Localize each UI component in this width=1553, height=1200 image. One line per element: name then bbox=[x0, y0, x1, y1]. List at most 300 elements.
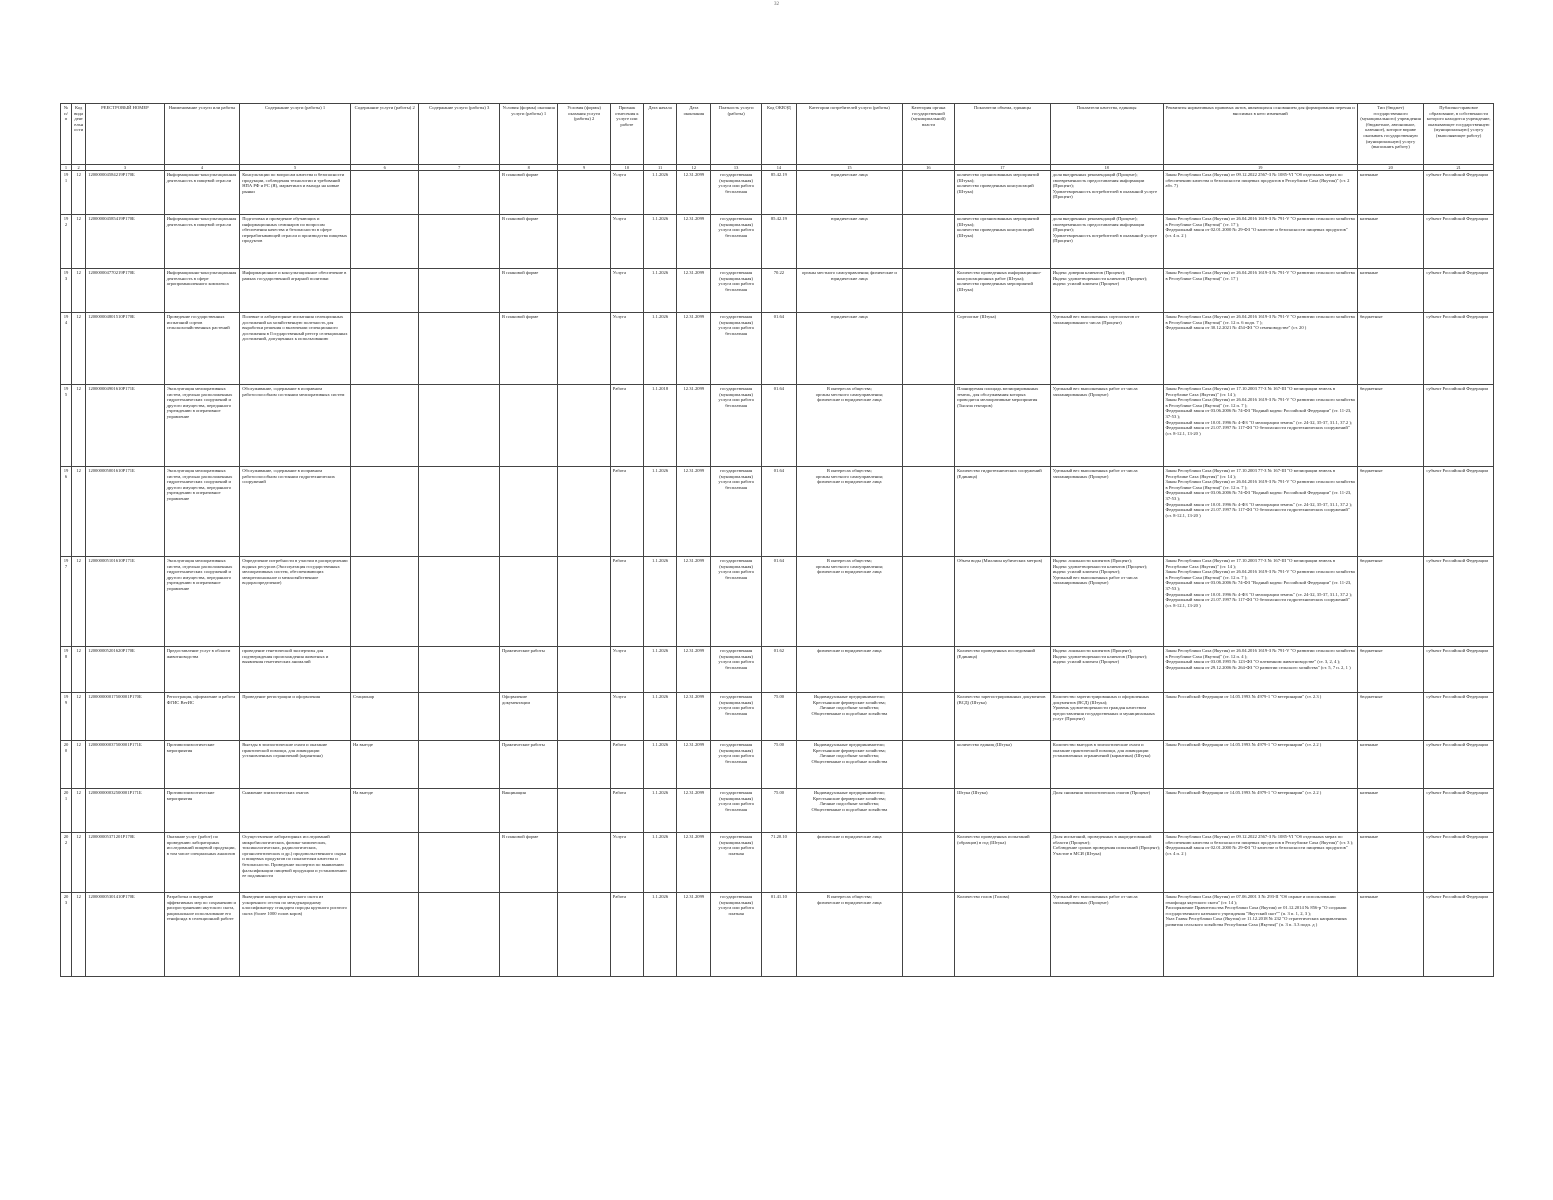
table-cell: 12.31.2099 bbox=[677, 789, 711, 833]
table-cell: субъект Российской Федерации bbox=[1424, 215, 1494, 269]
table-cell: 200 bbox=[61, 741, 72, 789]
table-cell: физические и юридические лица bbox=[797, 647, 903, 693]
table-cell bbox=[350, 269, 418, 313]
column-number: 17 bbox=[955, 165, 1051, 171]
table-cell: Консультации по вопросам качества и безопасности продукции, соблюдения технологии и требований НПА РФ и РС (Я), маркетинга и выхода на новые рынки bbox=[240, 171, 351, 215]
table-cell: 85.42.19 bbox=[761, 215, 796, 269]
table-cell: 12.31.2099 bbox=[677, 893, 711, 977]
column-number: 3 bbox=[86, 165, 165, 171]
table-cell bbox=[500, 467, 558, 557]
table-cell: Сортоопыт (Штука) bbox=[955, 313, 1051, 385]
table-cell bbox=[558, 693, 610, 741]
column-header: Содержание услуги (работы) 2 bbox=[350, 104, 418, 165]
table-cell: 12.31.2099 bbox=[677, 833, 711, 893]
column-header: Признак отнесения к услуге или работе bbox=[610, 104, 643, 165]
table-cell bbox=[902, 833, 954, 893]
table-cell bbox=[500, 385, 558, 467]
table-cell: государственная (муниципальная) услуга или работа бесплатная bbox=[711, 647, 761, 693]
table-cell: Объем воды (Миллион кубических метров) bbox=[955, 557, 1051, 647]
table-row bbox=[61, 893, 1494, 977]
table-cell: 1.1.2026 bbox=[643, 269, 676, 313]
column-header: Наименование услуги или работы bbox=[164, 104, 240, 165]
services-registry-table bbox=[60, 103, 1494, 977]
column-header: Публично-правовое образование, в собственности которого находится учреждение, оказывающее государственную (муниципальную) услугу (выполняющее работу) bbox=[1424, 104, 1494, 165]
table-cell: В плановой форме bbox=[500, 171, 558, 215]
table-cell: 192 bbox=[61, 215, 72, 269]
table-cell bbox=[419, 741, 500, 789]
table-cell: Услуга bbox=[610, 215, 643, 269]
table-cell: Закон Республики Саха (Якутия) от 09.12.2022 2567-З № 1085-VI "Об отдельных мерах по обеспечению качества и безопасности пищевых продуктов в Республике Саха (Якутия)" (ст. 3 ); Федеральный закон от 02.01.2000 № 29-ФЗ "О качестве и безопасности пищевых продуктов" (ст. 4 п. 2 ) bbox=[1163, 833, 1357, 893]
column-number: 12 bbox=[677, 165, 711, 171]
table-cell: 1.1.2026 bbox=[643, 313, 676, 385]
column-number: 14 bbox=[761, 165, 796, 171]
table-cell: Закон Республики Саха (Якутия) от 17.10.2003 77-З № 167-III "О мелиорации земель в Республике Саха (Якутия)" (ст. 14 ); Закон Республики Саха (Якутия) от 26.04.2016 1619-З № 791-V "О развитии сельского хозяйства в Республике Саха (Якутия)" (ст. 12 п. 7 ); Федеральный закон от 03.06.2006 № 74-ФЗ "Водный кодекс Российской Федерации" (ст. 11-23, 37-53 ); Федеральный закон от 10.01.1996 № 4-ФЗ "О мелиорации земель" (ст. 24-32, 35-37, 31.1, 37.2 ); Федеральный закон от 21.07.1997 № 117-ФЗ "О безопасности гидротехнических сооружений" (ст. 8-12.1, 13-20 ) bbox=[1163, 385, 1357, 467]
table-cell: Работа bbox=[610, 893, 643, 977]
table-cell: Выезды в эпизоотические очаги и оказание практической помощи, для ликвидации установленных ограничений (карантина) bbox=[240, 741, 351, 789]
table-cell: Услуга bbox=[610, 269, 643, 313]
table-cell: Работа bbox=[610, 557, 643, 647]
column-header: Условия (формы) оказания услуги (работы) 2 bbox=[558, 104, 610, 165]
column-header: Код ОКВЭД bbox=[761, 104, 796, 165]
table-cell: субъект Российской Федерации bbox=[1424, 557, 1494, 647]
table-cell: Закон Республики Саха (Якутия) от 26.04.2016 1619-З № 791-V "О развитии сельского хозяйства в Республике Саха (Якутия)" (ст. 17 ) bbox=[1163, 269, 1357, 313]
table-cell: казенные bbox=[1357, 215, 1423, 269]
table-cell: Индекс доверия клиентов (Процент); Индекс удовлетворенности клиентов (Процент); индекс усилий клиента (Процент) bbox=[1050, 269, 1163, 313]
column-header: Показатели объема, единицы bbox=[955, 104, 1051, 165]
table-cell: бюджетные bbox=[1357, 385, 1423, 467]
table-cell: 120000004770219Р170Б bbox=[86, 269, 165, 313]
table-cell: Закон Республики Саха (Якутия) от 09.12.2022 2567-З № 1085-VI "Об отдельных мерах по обеспечению качества и безопасности пищевых продуктов в Республике Саха (Якутия)" (ст. 2 абз. 7) bbox=[1163, 171, 1357, 215]
table-cell: 01.64 bbox=[761, 313, 796, 385]
table-cell: 12 bbox=[72, 215, 86, 269]
table-cell: Работа bbox=[610, 741, 643, 789]
table-cell bbox=[558, 385, 610, 467]
table-cell bbox=[419, 647, 500, 693]
table-cell: Услуга bbox=[610, 833, 643, 893]
table-cell: 12 bbox=[72, 647, 86, 693]
table-cell: 1.1.2026 bbox=[643, 171, 676, 215]
table-cell: Количество зарегистрированных документов (ВСД) (Штука) bbox=[955, 693, 1051, 741]
table-cell: 12 bbox=[72, 313, 86, 385]
table-cell: 120000004585419Р170Б bbox=[86, 215, 165, 269]
column-header: Категория органа государственной (муниципальной) власти bbox=[902, 104, 954, 165]
table-cell: Эксплуатация мелиоративных систем, отдельно расположенных гидротехнических сооружений и другого имущества, переданного учреждению в оперативное управление bbox=[164, 385, 240, 467]
table-cell: 12 bbox=[72, 385, 86, 467]
table-cell bbox=[902, 269, 954, 313]
table-cell: 120000000032500001Р171Б bbox=[86, 789, 165, 833]
column-number: 9 bbox=[558, 165, 610, 171]
column-header: Платность услуги (работы) bbox=[711, 104, 761, 165]
table-cell: 1.1.2026 bbox=[643, 893, 676, 977]
table-cell: 1.1.2026 bbox=[643, 557, 676, 647]
table-cell: 12 bbox=[72, 269, 86, 313]
table-cell: 196 bbox=[61, 467, 72, 557]
table-cell: Доля снижения эпизоотических очагов (Процент) bbox=[1050, 789, 1163, 833]
table-cell: государственная (муниципальная) услуга или работа бесплатная bbox=[711, 269, 761, 313]
table-cell bbox=[419, 893, 500, 977]
table-cell: казенные bbox=[1357, 171, 1423, 215]
table-cell: 75.00 bbox=[761, 741, 796, 789]
column-header: Содержание услуги (работы) 3 bbox=[419, 104, 500, 165]
table-cell: 85.42.19 bbox=[761, 171, 796, 215]
table-cell: субъект Российской Федерации bbox=[1424, 893, 1494, 977]
column-header: Условия (формы) оказания услуги (работы) 1 bbox=[500, 104, 558, 165]
column-header: Реквизиты нормативных правовых актов, являющихся основанием для формирования перечня и вносимых в него изменений bbox=[1163, 104, 1357, 165]
table-cell: 195 bbox=[61, 385, 72, 467]
table-cell: 120000004901610Р171Б bbox=[86, 385, 165, 467]
table-cell bbox=[419, 313, 500, 385]
table-cell: казенные bbox=[1357, 741, 1423, 789]
table-cell: Количество гидротехнических сооружений (Единица) bbox=[955, 467, 1051, 557]
table-cell: казенные bbox=[1357, 893, 1423, 977]
table-cell: Закон Республики Саха (Якутия) от 26.04.2016 1619-З № 791-V "О развитии сельского хозяйства в Республике Саха (Якутия)" (ст. 12 п. 6 подп. 7 ); Федеральный закон от 30.12.2021 № 454-ФЗ "О семеноводстве" (ст. 20 ) bbox=[1163, 313, 1357, 385]
table-cell: В плановой форме bbox=[500, 833, 558, 893]
table-cell: 01.64 bbox=[761, 557, 796, 647]
table-cell: 1.1.2026 bbox=[643, 215, 676, 269]
table-cell: Количество проведенных испытаний (образцов) в год (Штука) bbox=[955, 833, 1051, 893]
table-cell bbox=[902, 647, 954, 693]
table-cell: В интересах общества; физические и юридические лица bbox=[797, 893, 903, 977]
table-cell: Работа bbox=[610, 789, 643, 833]
table-cell: физические и юридические лица bbox=[797, 833, 903, 893]
table-cell: субъект Российской Федерации bbox=[1424, 647, 1494, 693]
table-cell: 75.00 bbox=[761, 693, 796, 741]
table-cell: Индивидуальные предприниматели; Крестьянские фермерские хозяйства; Личные подсобные хозяйства; Общественные и подсобные хозяйства bbox=[797, 789, 903, 833]
table-cell bbox=[558, 269, 610, 313]
table-cell: количество организованных мероприятий (Штука); количество проведенных консультаций (Штука) bbox=[955, 171, 1051, 215]
column-header: Дата начала bbox=[643, 104, 676, 165]
table-cell: 12 bbox=[72, 467, 86, 557]
table-cell: Закон Российской Федерации от 14.05.1993 № 4979-1 "О ветеринарии" (ст. 2.2 ) bbox=[1163, 741, 1357, 789]
table-cell: 1.1.2018 bbox=[643, 385, 676, 467]
table-cell: 01.41.10 bbox=[761, 893, 796, 977]
table-cell: 12 bbox=[72, 171, 86, 215]
column-number: 1 bbox=[61, 165, 72, 171]
table-cell: государственная (муниципальная) услуга или работа бесплатная bbox=[711, 693, 761, 741]
table-cell: 75.00 bbox=[761, 789, 796, 833]
table-cell: Закон Республики Саха (Якутия) от 17.10.2003 77-З № 167-III "О мелиорации земель в Республике Саха (Якутия)" (ст. 14 ); Закон Республики Саха (Якутия) от 26.04.2016 1619-З № 791-V "О развитии сельского хозяйства в Республике Саха (Якутия)" (ст. 12 п. 7 ); Федеральный закон от 03.06.2006 № 74-ФЗ "Водный кодекс Российской Федерации" (ст. 11-23, 37-53 ); Федеральный закон от 10.01.1996 № 4-ФЗ "О мелиорации земель" (ст. 24-32, 35-37, 31.1, 37.2 ); Федеральный закон от 21.07.1997 № 117-ФЗ "О безопасности гидротехнических сооружений" (ст. 8-12.1, 13-20 ) bbox=[1163, 557, 1357, 647]
table-cell: На выезде bbox=[350, 741, 418, 789]
table-cell: государственная (муниципальная) услуга или работа бесплатная bbox=[711, 313, 761, 385]
column-number: 2 bbox=[72, 165, 86, 171]
table-cell bbox=[558, 833, 610, 893]
table-cell: 12.31.2099 bbox=[677, 385, 711, 467]
table-cell: Регистрация, оформление и работа ФГИС ВетИС bbox=[164, 693, 240, 741]
table-cell: субъект Российской Федерации bbox=[1424, 313, 1494, 385]
table-cell: 12.31.2099 bbox=[677, 741, 711, 789]
table-row bbox=[61, 557, 1494, 647]
table-cell: бюджетные bbox=[1357, 693, 1423, 741]
table-cell bbox=[558, 313, 610, 385]
table-cell: 12 bbox=[72, 557, 86, 647]
table-cell: 194 bbox=[61, 313, 72, 385]
table-cell: субъект Российской Федерации bbox=[1424, 269, 1494, 313]
table-row bbox=[61, 741, 1494, 789]
table-cell: Выведение концепции якутского скота из ускоренного отстоя по международному классификатору стандарта породы крупного рогатого скота (более 1000 голов коров) bbox=[240, 893, 351, 977]
table-cell: Закон Республики Саха (Якутия) от 17.10.2003 77-З № 167-III "О мелиорации земель в Республике Саха (Якутия)" (ст. 14 ); Закон Республики Саха (Якутия) от 26.04.2016 1619-З № 791-V "О развитии сельского хозяйства в Республике Саха (Якутия)" (ст. 12 п. 7 ); Федеральный закон от 03.06.2006 № 74-ФЗ "Водный кодекс Российской Федерации" (ст. 11-23, 37-53 ); Федеральный закон от 10.01.1996 № 4-ФЗ "О мелиорации земель" (ст. 24-32, 35-37, 31.1, 37.2 ); Федеральный закон от 21.07.1997 № 117-ФЗ "О безопасности гидротехнических сооружений" (ст. 8-12.1, 13-20 ) bbox=[1163, 467, 1357, 557]
column-header: Показатели качества, единицы bbox=[1050, 104, 1163, 165]
table-cell: 191 bbox=[61, 171, 72, 215]
table-cell: 12.31.2099 bbox=[677, 647, 711, 693]
table-cell: государственная (муниципальная) услуга или работа платная bbox=[711, 893, 761, 977]
table-cell: государственная (муниципальная) услуга или работа бесплатная bbox=[711, 467, 761, 557]
table-cell: 120000004801510Р170Б bbox=[86, 313, 165, 385]
table-cell bbox=[558, 467, 610, 557]
table-cell bbox=[902, 385, 954, 467]
table-cell: Удельный вес выполненных работ от числа запланированных (Процент) bbox=[1050, 893, 1163, 977]
column-header: № п/п bbox=[61, 104, 72, 165]
header-row bbox=[61, 104, 1494, 165]
table-cell bbox=[419, 557, 500, 647]
column-header: Дата окончания bbox=[677, 104, 711, 165]
table-cell: Оформление документации bbox=[500, 693, 558, 741]
table-cell bbox=[419, 693, 500, 741]
table-cell bbox=[558, 789, 610, 833]
column-number: 8 bbox=[500, 165, 558, 171]
table-cell: Услуга bbox=[610, 171, 643, 215]
table-cell: Обслуживание, содержание в исправном работоспособном состоянии мелиоративных систем bbox=[240, 385, 351, 467]
table-cell bbox=[350, 833, 418, 893]
column-number: 19 bbox=[1163, 165, 1357, 171]
table-cell: государственная (муниципальная) услуга или работа бесплатная bbox=[711, 215, 761, 269]
table-cell: казенные bbox=[1357, 789, 1423, 833]
table-cell: 12 bbox=[72, 833, 86, 893]
table-cell: 1.1.2026 bbox=[643, 833, 676, 893]
table-cell: государственная (муниципальная) услуга или работа бесплатная bbox=[711, 557, 761, 647]
table-cell: 12 bbox=[72, 893, 86, 977]
table-cell: Индекс лояльности клиентов (Процент); Индекс удовлетворенности клиентов (Процент); индекс усилий клиента (Процент); Удельный вес выполненных работ от числа запланированных (Процент) bbox=[1050, 557, 1163, 647]
table-row bbox=[61, 647, 1494, 693]
table-cell: Индекс лояльности клиентов (Процент); Индекс удовлетворенности клиентов (Процент); индекс усилий клиента (Процент) bbox=[1050, 647, 1163, 693]
table-cell: Закон Республики Саха (Якутия) от 26.04.2016 1619-З № 791-V "О развитии сельского хозяйства в Республике Саха (Якутия)" (ст. 17 ); Федеральный закон от 02.01.2000 № 29-ФЗ "О качестве и безопасности пищевых продуктов" (ст. 4 п. 2 ) bbox=[1163, 215, 1357, 269]
column-number: 7 bbox=[419, 165, 500, 171]
table-cell: Закон Российской Федерации от 14.05.1993 № 4979-1 "О ветеринарии" (ст. 2.2 ) bbox=[1163, 789, 1357, 833]
table-cell: Индивидуальные предприниматели; Крестьянские фермерские хозяйства; Личные подсобные хозяйства; Общественные и подсобные хозяйства bbox=[797, 693, 903, 741]
table-cell: Услуга bbox=[610, 693, 643, 741]
table-cell: субъект Российской Федерации bbox=[1424, 833, 1494, 893]
table-cell: 12.31.2099 bbox=[677, 557, 711, 647]
table-cell: 12.31.2099 bbox=[677, 693, 711, 741]
table-cell: На выезде bbox=[350, 789, 418, 833]
column-number: 5 bbox=[240, 165, 351, 171]
table-row bbox=[61, 385, 1494, 467]
table-cell: Подготовка и проведение обучающих и информационных семинаров по вопросам обеспечения качества и безопасности в сфере перерабатывающей отрасли и производства пищевых продуктов bbox=[240, 215, 351, 269]
table-cell: 12.31.2099 bbox=[677, 215, 711, 269]
column-number: 6 bbox=[350, 165, 418, 171]
column-header: Категории потребителей услуги (работы) bbox=[797, 104, 903, 165]
table-cell: Определение потребности в участии в распределении водных ресурсов (Эксплуатация государственных мелиоративных систем, обеспечивающих межрегиональное и межхозяйственное водораспределение) bbox=[240, 557, 351, 647]
column-number: 13 bbox=[711, 165, 761, 171]
column-number: 18 bbox=[1050, 165, 1163, 171]
table-cell: количество организованных мероприятий (Штука); количество проведенных консультаций (Штука) bbox=[955, 215, 1051, 269]
table-cell: Осуществление лабораторных исследований микробиологических, физико-химических, токсикологических, радиологических, органолептических и др.) продовольственного сырья и пищевых продуктов по показателям качества и безопасности. Проведение экспертиз по выявлению фальсификации пищевой продукции и установлению ее подлинности bbox=[240, 833, 351, 893]
table-cell: Удельный вес выполненных сортоопытов от запланированного числа (Процент) bbox=[1050, 313, 1163, 385]
column-number: 4 bbox=[164, 165, 240, 171]
table-cell bbox=[419, 385, 500, 467]
table-cell: Услуга bbox=[610, 313, 643, 385]
table-cell: 12.31.2099 bbox=[677, 171, 711, 215]
table-cell: Информационно-консультационная деятельность в пищевой отрасли bbox=[164, 215, 240, 269]
table-cell: субъект Российской Федерации bbox=[1424, 789, 1494, 833]
table-cell: 01.64 bbox=[761, 467, 796, 557]
table-cell: Противоэпизоотические мероприятия bbox=[164, 789, 240, 833]
table-cell: 1.1.2026 bbox=[643, 741, 676, 789]
table-cell: Обслуживание, содержание в исправном работоспособном состоянии гидротехнических сооружений bbox=[240, 467, 351, 557]
table-cell bbox=[902, 693, 954, 741]
table-cell bbox=[902, 893, 954, 977]
table-cell: 12.31.2099 bbox=[677, 313, 711, 385]
table-cell: В плановой форме bbox=[500, 215, 558, 269]
table-cell: Планируемая площадь мелиорированных земель, для обслуживания которых проводятся мелиоративные мероприятия (Тысяча гектаров) bbox=[955, 385, 1051, 467]
table-cell bbox=[902, 171, 954, 215]
table-cell bbox=[558, 171, 610, 215]
table-cell: юридические лица bbox=[797, 171, 903, 215]
column-number: 10 bbox=[610, 165, 643, 171]
table-cell bbox=[350, 215, 418, 269]
table-cell bbox=[500, 893, 558, 977]
table-row bbox=[61, 789, 1494, 833]
table-cell: 1.1.2026 bbox=[643, 647, 676, 693]
table-cell: Закон Республики Саха (Якутия) от 07.06.2001 З № 293-II "Об охране и использовании генофонда якутского скота" (ст. 14 ); Распоряжение Правительства Республики Саха (Якутия) от 01.12.2014 № 856-р "О создании государственного казенного учреждения "Якутский скот"" (п. 3 п. 1, 2, 3 ); Указ Главы Республики Саха (Якутия) от 11.12.2018 № 232 "О стратегических направлениях развития сельского хозяйства Республики Саха (Якутия)" (п. 3 п. 3.3 подп. д ) bbox=[1163, 893, 1357, 977]
table-cell: государственная (муниципальная) услуга или работа платная bbox=[711, 833, 761, 893]
table-cell: Стационар bbox=[350, 693, 418, 741]
table-cell: казенные bbox=[1357, 833, 1423, 893]
table-cell bbox=[558, 893, 610, 977]
table-cell bbox=[902, 215, 954, 269]
table-cell: Противоэпизоотические мероприятия bbox=[164, 741, 240, 789]
table-cell: Вакцинация bbox=[500, 789, 558, 833]
column-number: 20 bbox=[1357, 165, 1423, 171]
table-cell: Проведение государственных испытаний сортов сельскохозяйственных растений bbox=[164, 313, 240, 385]
column-number: 15 bbox=[797, 165, 903, 171]
table-cell: 197 bbox=[61, 557, 72, 647]
table-cell: субъект Российской Федерации bbox=[1424, 741, 1494, 789]
column-header: Содержание услуги (работы) 1 bbox=[240, 104, 351, 165]
table-cell: юридические лица bbox=[797, 313, 903, 385]
table-cell: Эксплуатация мелиоративных систем, отдельно расположенных гидротехнических сооружений и другого имущества, переданного учреждению в оперативное управление bbox=[164, 467, 240, 557]
table-cell: государственная (муниципальная) услуга или работа бесплатная bbox=[711, 741, 761, 789]
table-cell: 1.1.2026 bbox=[643, 789, 676, 833]
table-cell bbox=[419, 789, 500, 833]
table-cell: Удельный вес выполненных работ от числа запланированных (Процент) bbox=[1050, 385, 1163, 467]
table-cell: 120000005201620Р170Б bbox=[86, 647, 165, 693]
table-cell bbox=[350, 385, 418, 467]
table-cell bbox=[902, 313, 954, 385]
table-cell: 198 bbox=[61, 647, 72, 693]
table-cell: 203 bbox=[61, 893, 72, 977]
column-header: РЕЕСТРОВЫЙ НОМЕР bbox=[86, 104, 165, 165]
table-cell: Предоставление услуг в области животноводства bbox=[164, 647, 240, 693]
table-cell: государственная (муниципальная) услуга или работа бесплатная bbox=[711, 171, 761, 215]
table-cell: бюджетные bbox=[1357, 467, 1423, 557]
table-cell: Полевые и лабораторные испытания селекционных достижений на хозяйственную полезность для выработки решения о включении селекционного достижения в Государственный реестр селекционных достижений, допущенных к использованию bbox=[240, 313, 351, 385]
table-cell: В интересах общества; органы местного самоуправления; физические и юридические лица bbox=[797, 557, 903, 647]
table-cell: В интересах общества; органы местного самоуправления; физические и юридические лица bbox=[797, 467, 903, 557]
table-cell: Практические работы bbox=[500, 741, 558, 789]
table-cell: В плановой форме bbox=[500, 313, 558, 385]
table-cell: 1.1.2026 bbox=[643, 693, 676, 741]
table-cell: 01.64 bbox=[761, 385, 796, 467]
table-cell: субъект Российской Федерации bbox=[1424, 171, 1494, 215]
table-cell: доля внедренных рекомендаций (Процент); своевременность предоставления информации (Процент); Удовлетворенность потребителей в оказанной услуге (Процент) bbox=[1050, 171, 1163, 215]
table-cell bbox=[902, 789, 954, 833]
table-cell: государственная (муниципальная) услуга или работа бесплатная bbox=[711, 789, 761, 833]
table-cell: 120000005001610Р171Б bbox=[86, 467, 165, 557]
table-cell: Информационно-консультационная деятельность в сфере агропромышленного комплекса bbox=[164, 269, 240, 313]
table-cell bbox=[419, 467, 500, 557]
column-number: 11 bbox=[643, 165, 676, 171]
table-cell: Количество проведенных исследований (Единица) bbox=[955, 647, 1051, 693]
table-cell: бюджетные bbox=[1357, 647, 1423, 693]
table-cell: количество единиц (Штука) bbox=[955, 741, 1051, 789]
table-cell: Индивидуальные предприниматели; Крестьянские фермерские хозяйства; Личные подсобные хозяйства; Общественные и подсобные хозяйства bbox=[797, 741, 903, 789]
table-cell: 12.31.2099 bbox=[677, 269, 711, 313]
table-cell: Доля испытаний, проведенных в аккредитованной области (Процент); Соблюдение сроков проведения испытаний (Процент); Участие в МСИ (Штука) bbox=[1050, 833, 1163, 893]
table-cell: юридические лица bbox=[797, 215, 903, 269]
table-cell bbox=[558, 647, 610, 693]
table-cell: доля внедренных рекомендаций (Процент); своевременность предоставления информации (Процент); Удовлетворенность потребителей в оказанной услуге (Процент) bbox=[1050, 215, 1163, 269]
table-cell: Количество голов (Голова) bbox=[955, 893, 1051, 977]
table-cell: Количество выездов в эпизоотические очаги и оказание практической помощи, для ликвидации установленных ограничений (карантина) (Штука) bbox=[1050, 741, 1163, 789]
table-cell: Информационное и консультационное обеспечение в рамках государственной аграрной политики bbox=[240, 269, 351, 313]
table-cell: 12 bbox=[72, 741, 86, 789]
table-cell bbox=[350, 171, 418, 215]
table-cell: субъект Российской Федерации bbox=[1424, 693, 1494, 741]
column-header: Тип (бюджет) государственного (муниципального) учреждения (бюджетное, автономное, казенное), которое вправе оказывать государственную (муниципальную) услугу (выполнять работу) bbox=[1357, 104, 1423, 165]
table-cell: 120000005371201Р170Б bbox=[86, 833, 165, 893]
table-cell bbox=[558, 557, 610, 647]
table-cell: 193 bbox=[61, 269, 72, 313]
table-cell: Практические работы bbox=[500, 647, 558, 693]
table-cell: 12 bbox=[72, 789, 86, 833]
table-cell: Удельный вес выполненных работ от числа запланированных (Процент) bbox=[1050, 467, 1163, 557]
table-cell bbox=[419, 269, 500, 313]
table-cell bbox=[902, 467, 954, 557]
column-header: Код вида деятельности bbox=[72, 104, 86, 165]
table-cell bbox=[350, 557, 418, 647]
table-row bbox=[61, 269, 1494, 313]
table-row bbox=[61, 693, 1494, 741]
table-cell bbox=[558, 741, 610, 789]
table-cell: 01.62 bbox=[761, 647, 796, 693]
table-row bbox=[61, 171, 1494, 215]
table-cell: 120000005101610Р171Б bbox=[86, 557, 165, 647]
column-number: 16 bbox=[902, 165, 954, 171]
table-cell: Работа bbox=[610, 385, 643, 467]
table-cell: 12 bbox=[72, 693, 86, 741]
table-cell: Услуга bbox=[610, 647, 643, 693]
table-cell bbox=[350, 467, 418, 557]
table-cell: Оказание услуг (работ) по проведению лабораторных исследований пищевой продукции, в том числе специальных анализов bbox=[164, 833, 240, 893]
table-cell: Штука (Штука) bbox=[955, 789, 1051, 833]
column-number: 21 bbox=[1424, 165, 1494, 171]
table-cell: Снижение эпизоотических очагов bbox=[240, 789, 351, 833]
table-cell bbox=[902, 557, 954, 647]
table-cell: Закон Российской Федерации от 14.05.1993 № 4979-1 "О ветеринарии" (ст. 2.3 ) bbox=[1163, 693, 1357, 741]
table-cell: бюджетные bbox=[1357, 557, 1423, 647]
table-cell bbox=[419, 171, 500, 215]
table-cell: Проведение регистрации и оформления bbox=[240, 693, 351, 741]
table-cell: 201 bbox=[61, 789, 72, 833]
table-row bbox=[61, 467, 1494, 557]
table-cell: 202 bbox=[61, 833, 72, 893]
table-cell: В плановой форме bbox=[500, 269, 558, 313]
page-number: 32 bbox=[774, 2, 779, 7]
table-cell bbox=[558, 215, 610, 269]
table-cell: 120000004584219Р170Б bbox=[86, 171, 165, 215]
table-cell: Информационно-консультационная деятельность в пищевой отрасли bbox=[164, 171, 240, 215]
table-cell bbox=[350, 313, 418, 385]
